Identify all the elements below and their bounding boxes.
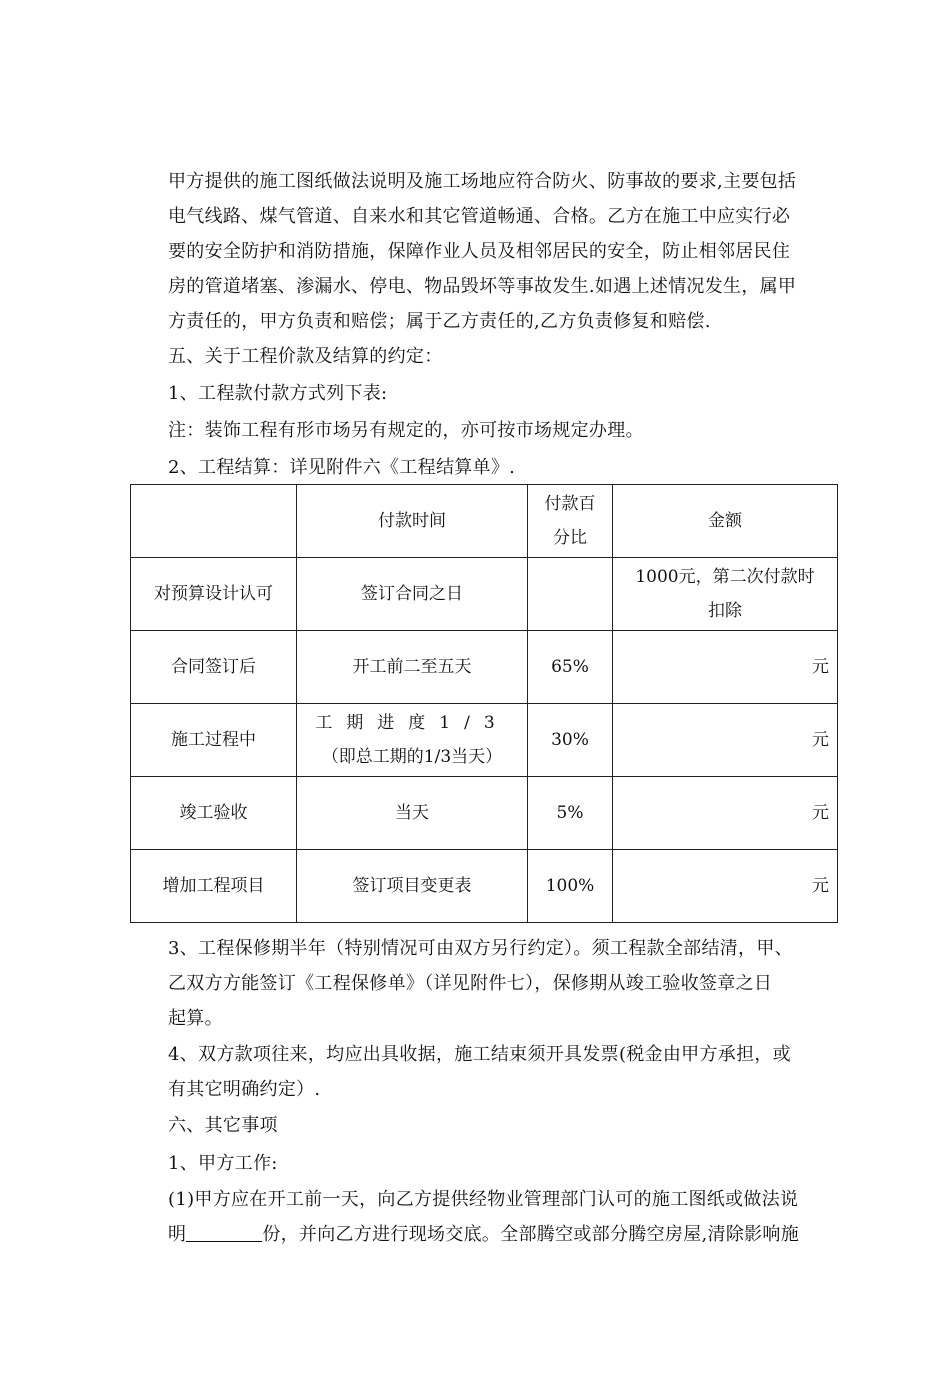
section-heading-5: 五、关于工程价款及结算的约定： <box>168 346 443 367</box>
amount-cell: 元 <box>613 850 838 923</box>
header-percent-line1: 付款百 <box>544 494 596 514</box>
table-row <box>131 631 838 704</box>
paragraph-line: 3、工程保修期半年（特别情况可由双方另行约定）。须工程款全部结清，甲、 <box>168 938 793 959</box>
section-heading-6: 六、其它事项 <box>168 1115 278 1136</box>
text-before-blank: 明 <box>168 1224 187 1245</box>
stage-cell: 对预算设计认可 <box>131 558 297 631</box>
table-row <box>131 777 838 850</box>
amount-cell: 元 <box>613 704 838 777</box>
percent-cell <box>528 558 613 631</box>
paragraph-line: 4、双方款项往来，均应出具收据，施工结束须开具发票(税金由甲方承担，或 <box>168 1044 791 1065</box>
stage-cell: 竣工验收 <box>131 777 297 850</box>
percent-cell: 100% <box>528 850 613 923</box>
amount-cell <box>613 558 838 631</box>
time-cell: 开工前二至五天 <box>297 631 528 704</box>
header-cell-amount: 金额 <box>613 485 838 558</box>
table-row <box>131 558 838 631</box>
note-line: 注：装饰工程有形市场另有规定的，亦可按市场规定办理。 <box>168 420 644 441</box>
text-after-blank: 份，并向乙方进行现场交底。全部腾空或部分腾空房屋,清除影响施 <box>262 1224 800 1245</box>
time-cell: 签订合同之日 <box>297 558 528 631</box>
fill-in-blank[interactable] <box>186 1223 262 1242</box>
table-row <box>131 704 838 777</box>
paragraph-line: 电气线路、煤气管道、自来水和其它管道畅通、合格。乙方在施工中应实行必 <box>168 206 791 227</box>
paragraph-line: 要的安全防护和消防措施，保障作业人员及相邻居民的安全，防止相邻居民住 <box>168 241 791 262</box>
amount-line1: 1000元，第二次付款时 <box>635 567 815 587</box>
header-percent-line2: 分比 <box>553 528 587 548</box>
paragraph-line: (1)甲方应在开工前一天，向乙方提供经物业管理部门认可的施工图纸或做法说 <box>168 1189 799 1210</box>
paragraph-line: 有其它明确约定）. <box>168 1079 321 1100</box>
stage-cell: 增加工程项目 <box>131 850 297 923</box>
payment-schedule-table <box>130 484 838 923</box>
table-row <box>131 850 838 923</box>
percent-cell: 65% <box>528 631 613 704</box>
paragraph-line: 2、工程结算：详见附件六《工程结算单》. <box>168 457 516 478</box>
paragraph-line: 1、甲方工作: <box>168 1153 278 1174</box>
paragraph-line: 1、工程款付款方式列下表: <box>168 383 388 404</box>
paragraph-line-with-blank <box>168 1223 838 1247</box>
time-line1: 工期进度1/3 <box>315 713 509 733</box>
time-line2: （即总工期的1/3当天） <box>321 747 503 767</box>
amount-cell: 元 <box>613 631 838 704</box>
paragraph-line: 方责任的，甲方负责和赔偿；属于乙方责任的,乙方负责修复和赔偿. <box>168 311 711 332</box>
header-cell-percent <box>528 485 613 558</box>
stage-cell: 施工过程中 <box>131 704 297 777</box>
paragraph-line: 房的管道堵塞、渗漏水、停电、物品毁坏等事故发生.如遇上述情况发生，属甲 <box>168 276 797 297</box>
amount-line2: 扣除 <box>708 601 742 621</box>
paragraph-line: 甲方提供的施工图纸做法说明及施工场地应符合防火、防事故的要求,主要包括 <box>168 171 797 192</box>
table-header-row <box>131 485 838 558</box>
paragraph-line: 乙双方方能签订《工程保修单》（详见附件七），保修期从竣工验收签章之日 <box>168 973 773 994</box>
percent-cell: 30% <box>528 704 613 777</box>
header-cell-time: 付款时间 <box>297 485 528 558</box>
paragraph-line: 起算。 <box>168 1008 223 1029</box>
time-cell: 签订项目变更表 <box>297 850 528 923</box>
header-cell-empty <box>131 485 297 558</box>
amount-cell: 元 <box>613 777 838 850</box>
percent-cell: 5% <box>528 777 613 850</box>
time-cell: 当天 <box>297 777 528 850</box>
stage-cell: 合同签订后 <box>131 631 297 704</box>
time-cell <box>297 704 528 777</box>
